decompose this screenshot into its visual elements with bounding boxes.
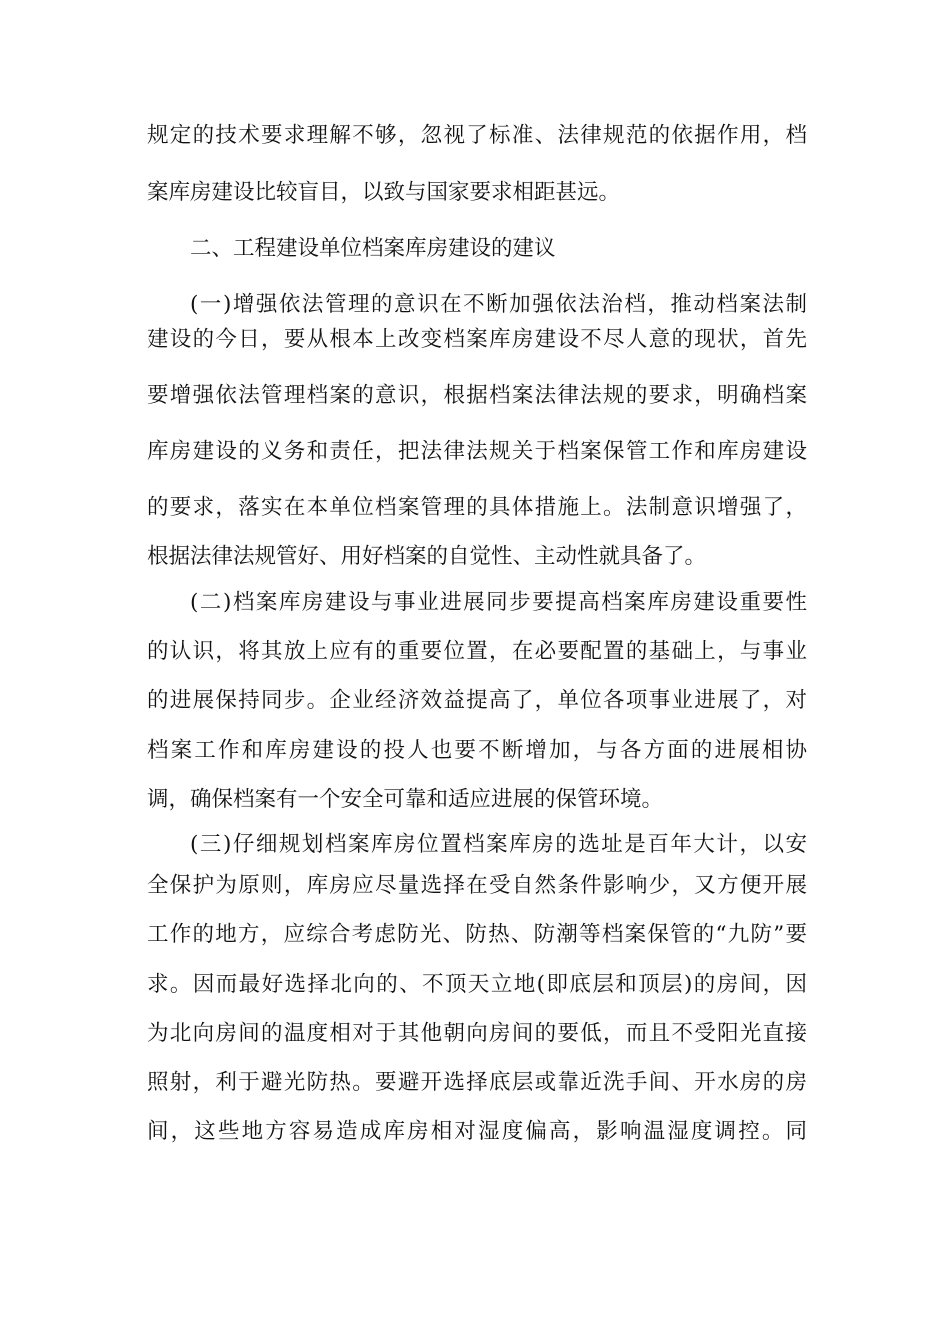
body-text-line: (一)增强依法管理的意识在不断加强依法治档，推动档案法制 xyxy=(190,292,807,317)
body-text-line: 为北向房间的温度相对于其他朝向房间的要低，而且不受阳光直接 xyxy=(147,1021,807,1046)
body-text-line: 的进展保持同步。企业经济效益提高了，单位各项事业进展了，对 xyxy=(147,688,807,713)
body-text-line: 档案工作和库房建设的投人也要不断增加，与各方面的进展相协 xyxy=(147,738,807,763)
body-text-line: 根据法律法规管好、用好档案的自觉性、主动性就具备了。 xyxy=(147,544,707,569)
body-text-line: 全保护为原则，库房应尽量选择在受自然条件影响少，又方便开展 xyxy=(147,873,807,898)
body-text-line: 工作的地方，应综合考虑防光、防热、防潮等档案保管的“九防”要 xyxy=(147,922,807,947)
body-text-line: (二)档案库房建设与事业进展同步要提高档案库房建设重要性 xyxy=(190,590,807,615)
body-text-line: 求。因而最好选择北向的、不顶天立地(即底层和顶层)的房间，因 xyxy=(147,972,807,997)
body-text-line: 调，确保档案有一个安全可靠和适应进展的保管环境。 xyxy=(147,787,664,812)
body-text-line: 的要求，落实在本单位档案管理的具体措施上。法制意识增强了， xyxy=(147,495,807,520)
body-text-line: 的认识，将其放上应有的重要位置，在必要配置的基础上，与事业 xyxy=(147,639,807,664)
body-text-line: 库房建设的义务和责任，把法律法规关于档案保管工作和库房建设 xyxy=(147,439,807,464)
body-text-line: 建设的今日，要从根本上改变档案库房建设不尽人意的现状，首先 xyxy=(147,327,807,352)
body-text-line: 照射，利于避光防热。要避开选择底层或靠近洗手间、开水房的房 xyxy=(147,1070,807,1095)
body-text-line: 案库房建设比较盲目，以致与国家要求相距甚远。 xyxy=(147,180,621,205)
body-text-line: 规定的技术要求理解不够，忽视了标准、法律规范的依据作用，档 xyxy=(147,123,807,148)
body-text-line: (三)仔细规划档案库房位置档案库房的选址是百年大计，以安 xyxy=(190,832,807,857)
body-text-line: 要增强依法管理档案的意识，根据档案法律法规的要求，明确档案 xyxy=(147,383,807,408)
section-heading: 二、工程建设单位档案库房建设的建议 xyxy=(190,236,556,261)
body-text-line: 间，这些地方容易造成库房相对湿度偏高，影响温湿度调控。同 xyxy=(147,1119,807,1144)
